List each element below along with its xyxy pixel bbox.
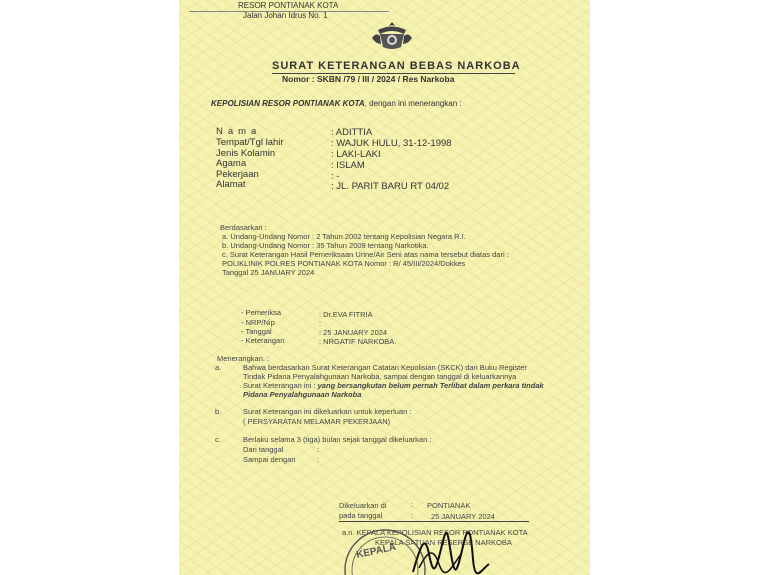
stamp-text: KEPALA [355, 541, 398, 561]
label-nama: Nama [216, 126, 262, 137]
menerangkan-a-letter: a. [215, 363, 222, 372]
label-pekerjaan: Pekerjaan [216, 169, 259, 180]
menerangkan-c-line1: Berlaku selama 3 (tiga) bulan sejak tanggal dikeluarkan : [243, 435, 432, 444]
issued-date-value: 25 JANUARY 2024 [431, 512, 495, 521]
value-nrp: : [319, 319, 322, 328]
label-agama: Agama [216, 158, 247, 169]
menerangkan-heading: Menerangkan. : [217, 354, 270, 363]
value-tanggal: : 25 JANUARY 2024 [319, 328, 388, 337]
label-pemeriksa: - Pemeriksa [241, 308, 282, 317]
menerangkan-b-line1: Surat Keterangan ini dikeluarkan untuk keperluan : [243, 407, 412, 416]
berdasarkan-c-detail: POLIKLINIK POLRES PONTIANAK KOTA Nomor : R/ 45/III/2024/Dokkes [222, 259, 466, 268]
berdasarkan-b: b. Undang-Undang Nomor : 35 Tahun 2009 tentang Narkotika. [222, 241, 429, 250]
menerangkan-a-line4: Pidana Penyalahgunaan Narkoba [243, 390, 362, 399]
value-pekerjaan: : - [331, 171, 340, 182]
issued-place-label: Dikeluarkan di [339, 501, 387, 510]
issued-place-value: PONTIANAK [427, 501, 471, 510]
label-ttl: Tempat/Tgl lahir [216, 137, 284, 148]
document-page [179, 0, 590, 575]
issued-place-colon: : [411, 500, 414, 509]
header-address: Jalan Johan Idrus No. 1 [243, 11, 328, 20]
berdasarkan-heading: Berdasarkan : [220, 223, 267, 232]
document-number: Nomor : SKBN /79 / III / 2024 / Res Narkoba [282, 74, 455, 84]
value-ttl: : WAJUK HULU, 31-12-1998 [331, 138, 452, 149]
berdasarkan-c: c. Surat Keterangan Hasil Pemeriksaan Urine/Air Seni atas nama tersebut diatas dari : [222, 250, 509, 259]
police-crest-icon [368, 20, 416, 52]
berdasarkan-a: a. Undang-Undang Nomor : 2 Tahun 2002 tentang Kepolisian Negara R.I. [222, 232, 466, 241]
intro-line [211, 99, 462, 108]
value-pemeriksa: : Dr.EVA FITRIA [319, 310, 373, 319]
label-dari-tanggal: Dari tanggal [243, 445, 284, 454]
label-nrp: - NRP/Nip [241, 318, 275, 327]
issued-date-colon: : [411, 511, 414, 520]
label-sampai-dengan: Sampai dengan [243, 455, 296, 464]
label-keterangan: - Keterangan [241, 336, 285, 345]
menerangkan-a-line3-plain: Surat Keterangan ini : [243, 381, 318, 390]
label-tanggal: - Tanggal [241, 327, 272, 336]
menerangkan-a-line3-italic: yang bersangkutan belum pernah Terlibat dalam perkara tindak [317, 381, 544, 390]
berdasarkan-c-date: Tanggal 25 JANUARY 2024 [222, 268, 315, 277]
signatory-line1: a.n. KEPALA KEPOLISIAN RESOR PONTIANAK KOTA [342, 528, 528, 537]
intro-text: , dengan ini menerangkan : [364, 99, 462, 108]
value-jenis-kelamin: : LAKI-LAKI [331, 149, 381, 160]
document-title: SURAT KETERANGAN BEBAS NARKOBA [272, 60, 521, 72]
label-alamat: Alamat [216, 179, 246, 190]
menerangkan-a-line2: Tindak Pidana Penyalahgunaan Narkoba, sampai dengan tanggal di keluarkannya [243, 372, 517, 381]
menerangkan-c-letter: c. [215, 435, 221, 444]
value-keterangan: : NRGATIF NARKOBA. [319, 337, 397, 346]
header-org: RESOR PONTIANAK KOTA [238, 1, 339, 10]
label-jenis-kelamin: Jenis Kolamin [216, 148, 276, 159]
issued-date-label: pada tanggal [339, 511, 383, 520]
value-sampai-dengan: : [317, 455, 320, 464]
signatory-line2: KEPALA SATUAN RESERSE NARKOBA [375, 538, 512, 547]
value-agama: : ISLAM [331, 160, 365, 171]
value-alamat: : JL. PARIT BARU RT 04/02 [331, 181, 450, 192]
intro-org: KEPOLISIAN RESOR PONTIANAK KOTA [211, 99, 365, 108]
menerangkan-b-line2: ( PERSYARATAN MELAMAR PEKERJAAN) [243, 417, 391, 426]
menerangkan-a-line1: Bahwa berdasarkan Surat Keterangan Catatan Kepolisian (SKCK) dan Buku Register [243, 363, 527, 372]
value-nama: : ADITTIA [331, 127, 373, 138]
menerangkan-b-letter: b. [215, 407, 222, 416]
handwritten-signature-icon [411, 524, 491, 575]
menerangkan-a-line3 [243, 381, 544, 390]
value-dari-tanggal: : [317, 445, 320, 454]
